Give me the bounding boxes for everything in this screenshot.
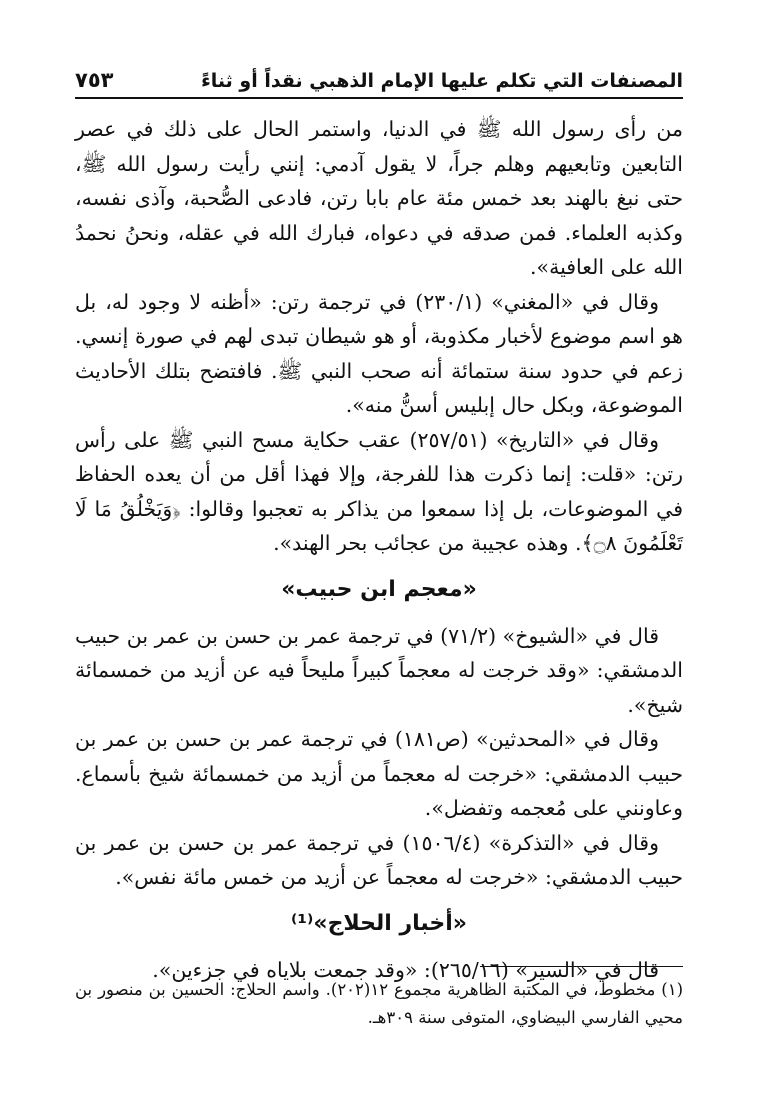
paragraph: وقال في «المغني» (٢٣٠/١) في ترجمة رتن: «أظنه لا وجود له، بل هو اسم موضوع لأخبار مكذوبة، أو هو شيطان تبدى لهم في صورة إنسي. زعم في حدود سنة ستمائة أنه صحب النبي ﷺ. فافتضح بتلك الأحاديث الموضوعة، وبكل حال إبليس أسنُّ منه».	[75, 289, 683, 417]
header-rule	[75, 97, 683, 99]
paragraph: قال في «السير» (٢٦٥/١٦): «وقد جمعت بلاياه في جزءين».	[152, 957, 659, 982]
footnote-rule	[480, 966, 683, 967]
paragraph: من رأى رسول الله ﷺ في الدنيا، واستمر الحال على ذلك في عصر التابعين وتابعيهم وهلم جراً، لا يقول آدمي: إنني رأيت رسول الله ﷺ، حتى نبغ بالهند بعد خمس مئة عام بابا رتن، فادعى الصُّحبة، وآذى نفسه، وكذبه العلماء. فمن صدقه في دعواه، فبارك الله في عقله، ونحنُ نحمدُ الله على العافية».	[75, 117, 683, 279]
section-heading: «أخبار الحلاج»⁽¹⁾	[291, 910, 467, 936]
page-body	[75, 112, 683, 987]
section-heading: «معجم ابن حبيب»	[281, 576, 477, 602]
paragraph: قال في «الشيوخ» (٧١/٢) في ترجمة عمر بن حسن بن عمر بن حبيب الدمشقي: «وقد خرجت له معجماً كبيراً مليحاً فيه عن أزيد من خمسمائة شيخ».	[75, 623, 683, 717]
page-number: ٧٥٣	[75, 68, 114, 92]
page-header	[75, 58, 683, 92]
paragraph: وقال في «التاريخ» (٢٥٧/٥١) عقب حكاية مسح النبي ﷺ على رأس رتن: «قلت: إنما ذكرت هذا للفرجة، وإلا فهذا أقل من أن يعده الحفاظ في الموضوعات، بل إذا سمعوا من يذاكر به تعجبوا وقالوا: ﴿وَيَخْلُقُ مَا لَا تَعْلَمُونَ ۝٨﴾. وهذه عجيبة من عجائب بحر الهند».	[75, 427, 683, 555]
footnote: (١) مخطوط، في المكتبة الظاهرية مجموع ١٢(٢٠٢). واسم الحلاج: الحسين بن منصور بن محيي الفارسي البيضاوي، المتوفى سنة ٣٠٩هـ.	[75, 980, 683, 1027]
paragraph: وقال في «التذكرة» (١٥٠٦/٤) في ترجمة عمر بن حسن بن عمر بن حبيب الدمشقي: «خرجت له معجماً عن أزيد من خمس مائة نفس».	[75, 830, 683, 889]
running-title: المصنفات التي تكلم عليها الإمام الذهبي نقداً أو ثناءً	[201, 70, 683, 92]
paragraph: وقال في «المحدثين» (ص١٨١) في ترجمة عمر بن حسن بن عمر بن حبيب الدمشقي: «خرجت له معجماً من أزيد من خمسمائة شيخ بأسماع. وعاونني على مُعجمه وتفضل».	[75, 727, 683, 820]
